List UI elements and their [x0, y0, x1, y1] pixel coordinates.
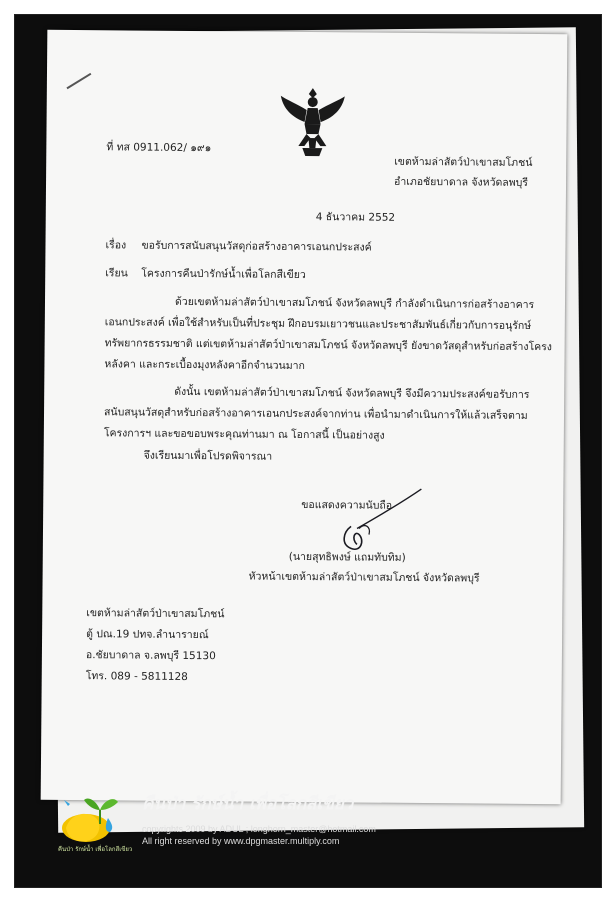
paragraph-2-line-2: สนับสนุนวัสดุสำหรับก่อสร้างอาคารเอนกประสงค์จากท่าน เพื่อนำมาดำเนินการให้แล้วเสร็จตาม — [103, 406, 528, 422]
paragraph-1-line-3: ทรัพยากรธรรมชาติ แต่เขตห้ามล่าสัตว์ป่าเขาสมโภชน์ จังหวัดลพบุรี ยังขาดวัสดุสำหรับก่อสร้างโครง — [104, 337, 553, 354]
contact-line-3: อ.ชัยบาดาล จ.ลพบุรี 15130 — [85, 649, 216, 663]
contact-line-1: เขตห้ามล่าสัตว์ป่าเขาสมโภชน์ — [86, 607, 225, 621]
copyright-line: copyrights 2009 by ADUL ; longhorn_master@hotmail.com — [142, 824, 376, 834]
pen-mark — [66, 73, 91, 89]
subject-text: ขอรับการสนับสนุนวัสดุก่อสร้างอาคารเอนกประสงค์ — [141, 239, 372, 254]
contact-line-2: ตู้ ปณ.19 ปทจ.ลำนารายณ์ — [86, 628, 209, 642]
organization-name: เขตห้ามล่าสัตว์ป่าเขาสมโภชน์ — [394, 155, 533, 169]
rights-line: All right reserved by www.dpgmaster.multiply.com — [142, 836, 340, 846]
paragraph-1-line-4: หลังคา และกระเบื้องมุงหลังคาอีกจำนวนมาก — [104, 358, 305, 373]
letter-page — [41, 30, 568, 805]
paragraph-1-line-2: เอนกประสงค์ เพื่อใช้สำหรับเป็นที่ประชุม ฝึกอบรมเยาวชนและประชาสัมพันธ์เกี่ยวกับการอนุรักษ์ — [104, 316, 532, 332]
contact-phone: โทร. 089 - 5811128 — [85, 670, 188, 683]
recipient-label: เรียน — [105, 267, 128, 280]
watermark-footer — [56, 788, 466, 858]
letter-date: 4 ธันวาคม 2552 — [315, 211, 396, 224]
closing-request: จึงเรียนมาเพื่อโปรดพิจารณา — [143, 449, 273, 463]
regards-text: ขอแสดงความนับถือ — [301, 498, 393, 512]
organization-address: อำเภอชัยบาดาล จังหวัดลพบุรี — [394, 175, 529, 189]
paragraph-2-line-3: โครงการฯ และขอขอบพระคุณท่านมา ณ โอกาสนี้ เป็นอย่างสูง — [103, 427, 385, 442]
reference-number: ที่ ทส 0911.062/ ๑๙๑ — [106, 141, 212, 155]
paragraph-1-line-1: ด้วยเขตห้ามล่าสัตว์ป่าเขาสมโภชน์ จังหวัดลพบุรี กำลังดำเนินการก่อสร้างอาคาร — [174, 295, 535, 312]
garuda-emblem-icon — [278, 86, 347, 159]
recipient-text: โครงการคืนป่ารักษ์น้ำเพื่อโลกสีเขียว — [141, 267, 306, 282]
signer-title: หัวหน้าเขตห้ามล่าสัตว์ป่าเขาสมโภชน์ จังหวัดลพบุรี — [248, 570, 480, 585]
signer-name: (นายสุทธิพงษ์ แถมทับทิม) — [288, 550, 406, 564]
watermark-title: คืนป่า รักษ์น้ำ เพื่อโลกสีเขียว — [142, 794, 354, 814]
subject-label: เรื่อง — [105, 239, 127, 252]
paragraph-2-line-1: ดังนั้น เขตห้ามล่าสัตว์ป่าเขาสมโภชน์ จังหวัดลพบุรี จึงมีความประสงค์ขอรับการ — [174, 385, 530, 401]
logo-caption: คืนป่า รักษ์น้ำ เพื่อโลกสีเขียว — [58, 846, 133, 853]
